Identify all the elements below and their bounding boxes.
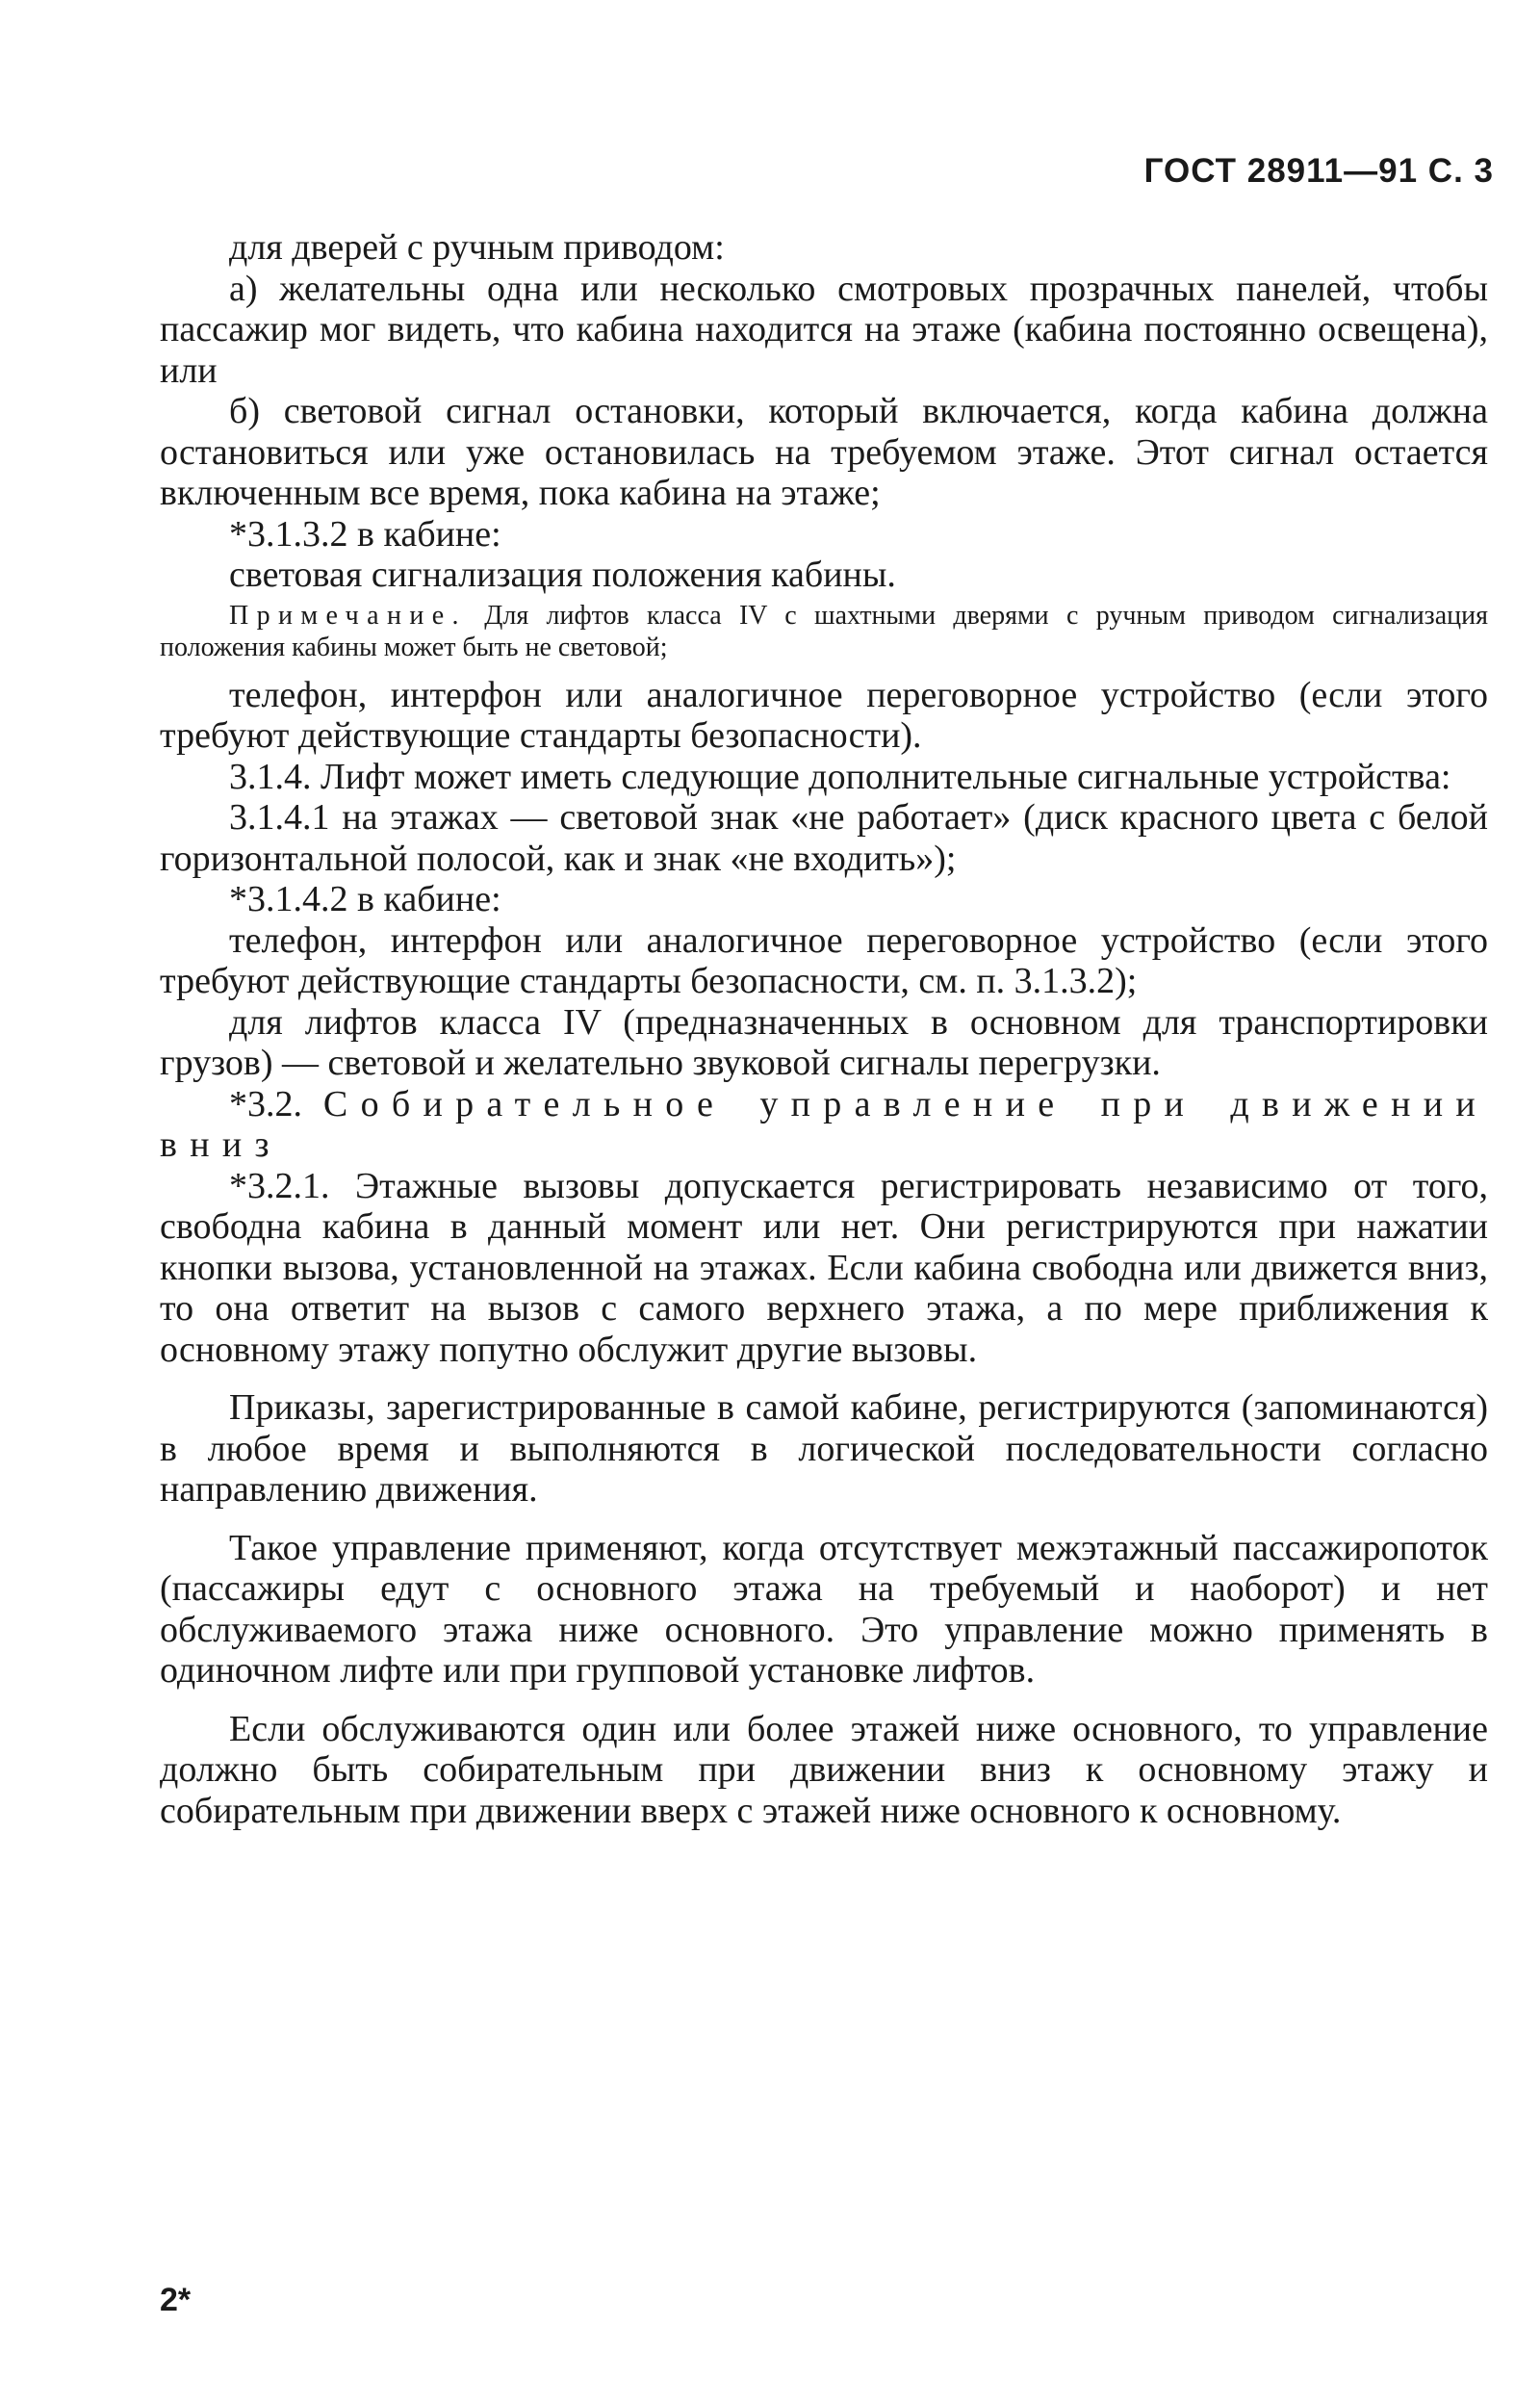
section-title: Собирательное управление при движении вниз xyxy=(160,1083,1489,1165)
paragraph: б) световой сигнал остановки, который включается, когда кабина должна остановиться или уже остановилась на требуемом этаже. Этот сигнал остается включенным все время, пока кабина на этаже; xyxy=(160,391,1488,513)
paragraph: а) желательны одна или несколько смотровых прозрачных панелей, чтобы пассажир мог видеть, что кабина находится на этаже (кабина постоянно освещена), или xyxy=(160,268,1488,391)
paragraph: Приказы, зарегистрированные в самой кабине, регистрируются (запоминаются) в любое время и выполняются в логической последовательности согласно направлению движения. xyxy=(160,1387,1488,1510)
clause-heading: *3.1.3.2 в кабине: xyxy=(229,513,501,555)
section-number: *3.2. xyxy=(229,1083,302,1124)
paragraph: телефон, интерфон или аналогичное переговорное устройство (если этого требуют действующие стандарты безопасности). xyxy=(160,674,1488,756)
note xyxy=(160,600,1488,663)
paragraph: *3.2.1. Этажные вызовы допускается регистрировать независимо от того, свободна кабина в данный момент или нет. Они регистрируются при нажатии кнопки вызова, установленной на этажах. Если кабина свободна или движется вниз, то она ответит на вызов с самого верхнего этажа, а по мере приближения к основному этажу попутно обслужит другие вызовы. xyxy=(160,1165,1488,1370)
document-body xyxy=(160,227,1488,1831)
clause-heading: *3.1.4.2 в кабине: xyxy=(229,879,501,919)
paragraph: Такое управление применяют, когда отсутствует межэтажный пассажиропоток (пассажиры едут с основного этажа на требуемый и наоборот) и нет обслуживаемого этажа ниже основного. Это управление можно применять в одиночном лифте или при групповой установке лифтов. xyxy=(160,1527,1488,1691)
paragraph: телефон, интерфон или аналогичное переговорное устройство (если этого требуют действующие стандарты безопасности, см. п. 3.1.3.2); xyxy=(160,919,1488,1001)
note-label: Примечание. xyxy=(229,600,467,631)
paragraph: Если обслуживаются один или более этажей ниже основного, то управление должно быть собирательным при движении вниз к основному этажу и собирательным при движении вверх с этажей ниже основного к основному. xyxy=(160,1708,1488,1831)
signature-mark: 2* xyxy=(160,2282,192,2318)
paragraph: 3.1.4.1 на этажах — световой знак «не работает» (диск красного цвета с белой горизонтальной полосой, как и знак «не входить»); xyxy=(160,797,1488,879)
paragraph: световая сигнализация положения кабины. xyxy=(229,555,896,595)
section-heading xyxy=(160,1084,1488,1166)
paragraph: для дверей с ручным приводом: xyxy=(229,227,725,268)
paragraph: 3.1.4. Лифт может иметь следующие дополнительные сигнальные устройства: xyxy=(229,756,1451,797)
page-header: ГОСТ 28911—91 С. 3 xyxy=(1143,152,1494,190)
note-text: Для лифтов класса IV с шахтными дверями с ручным приводом сигнализация положения кабины может быть не световой; xyxy=(160,600,1489,662)
paragraph: для лифтов класса IV (предназначенных в основном для транспортировки грузов) — световой и желательно звуковой сигналы перегрузки. xyxy=(160,1001,1488,1083)
